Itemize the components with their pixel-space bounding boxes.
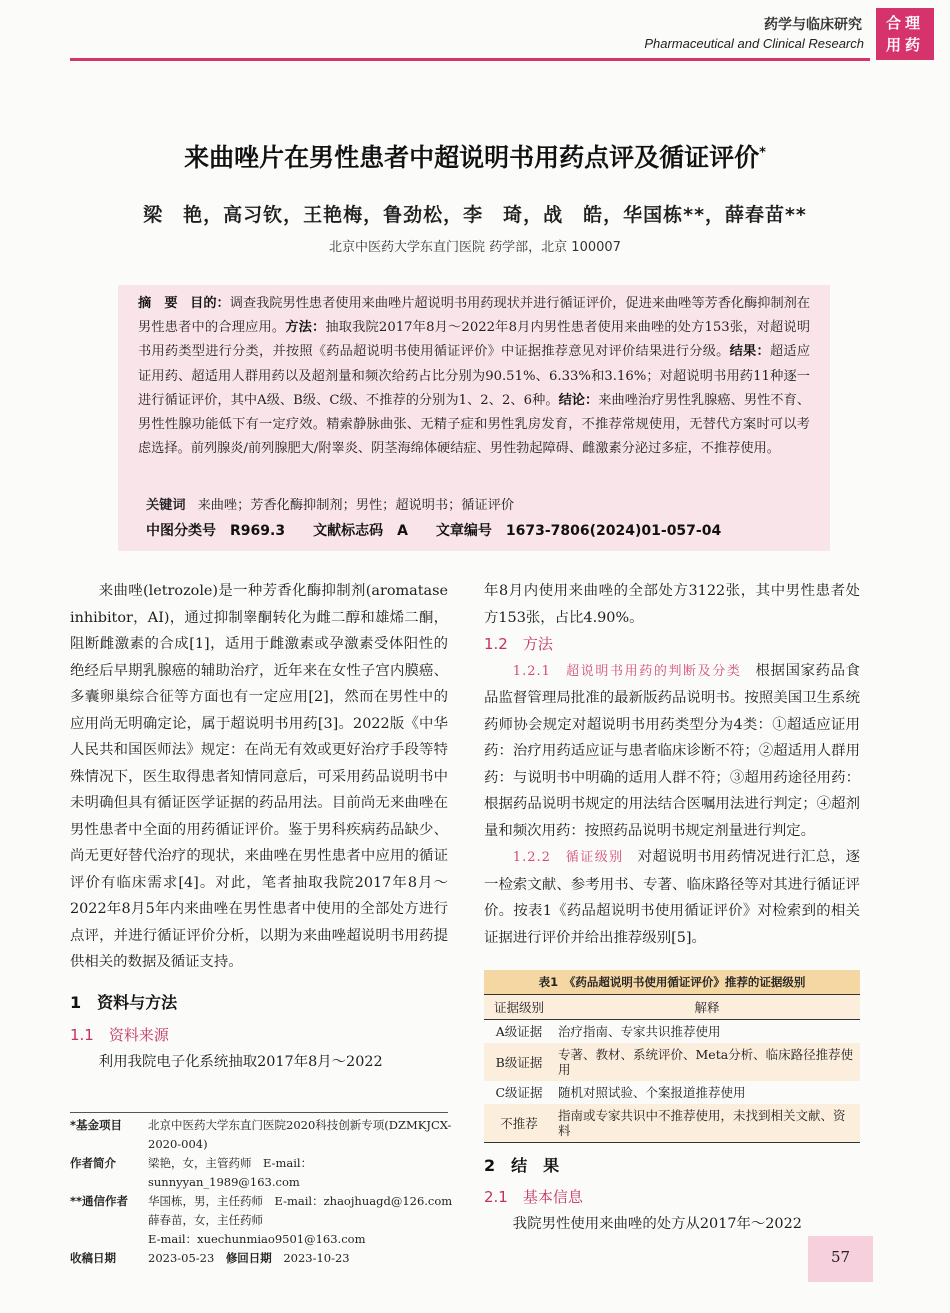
section-1-heading: 1 资料与方法 bbox=[70, 992, 178, 1012]
method-label: 方法： bbox=[285, 320, 326, 336]
table-row bbox=[484, 1104, 860, 1143]
table-header-level: 证据级别 bbox=[484, 995, 554, 1020]
author-list: 梁 艳，高习钦，王艳梅，鲁劲松，李 琦，战 皓，华国栋**，薛春苗** bbox=[143, 204, 807, 226]
section-2-1-text bbox=[484, 1212, 860, 1233]
table-row bbox=[484, 1020, 860, 1044]
footnotes bbox=[70, 1116, 460, 1268]
source-continued: 年8月内使用来曲唑的全部处方3122张，其中男性患者处方153张，占比4.90%。 bbox=[484, 583, 860, 626]
revised-label: 修回日期 bbox=[225, 1251, 272, 1265]
table-cell-desc: 治疗指南、专家共识推荐使用 bbox=[558, 1024, 721, 1039]
keywords-line bbox=[146, 494, 514, 513]
article-title-text: 来曲唑片在男性患者中超说明书用药点评及循证评价 bbox=[184, 143, 760, 172]
corresponding-email-2: E-mail：xuechunmiao9501@163.com bbox=[148, 1232, 366, 1246]
corresponding-label: **通信作者 bbox=[70, 1194, 129, 1208]
section-1-2-heading: 1.2 方法 bbox=[484, 635, 553, 653]
table-cell-level: A级证据 bbox=[495, 1024, 543, 1039]
method-text: 抽取我院2017年8月～2022年8月内男性患者使用来曲唑的处方153张，对超说明书用药类型进行分类，并按照《药品超说明书使用循证评价》中证据推荐意见对评价结果进行分级。 bbox=[138, 320, 811, 360]
section-1-2-2-heading: 1.2.2 循证级别 bbox=[512, 850, 624, 865]
result-label: 结果： bbox=[729, 344, 770, 360]
fund-label: *基金项目 bbox=[70, 1118, 123, 1132]
corresponding-text-2: 薛春苗，女，主任药师 bbox=[148, 1213, 263, 1227]
fund-text: 北京中医药大学东直门医院2020科技创新专项(DZMKJCX-2020-004) bbox=[148, 1118, 452, 1151]
abstract-label: 摘 要 bbox=[138, 296, 178, 311]
left-column bbox=[70, 578, 448, 1075]
corresponding-text-1: 华国栋，男，主任药师 E-mail：zhaojhuagd@126.com bbox=[148, 1194, 453, 1208]
evidence-level-table bbox=[484, 970, 860, 1143]
section-1-2-2-text: 对超说明书用药情况进行汇总，逐一检索文献、参考用书、专著、临床路径等对其进行循证评价。按表1《药品超说明书使用循证评价》对检索到的相关证据进行评价并给出推荐级别[5]。 bbox=[484, 849, 860, 946]
table-cell-level: 不推荐 bbox=[484, 1104, 554, 1143]
affiliation: 北京中医药大学东直门医院 药学部，北京 100007 bbox=[329, 240, 621, 255]
table-caption: 表1 《药品超说明书使用循证评价》推荐的证据级别 bbox=[484, 970, 860, 994]
right-column bbox=[484, 578, 860, 951]
footnote-rule bbox=[70, 1112, 448, 1113]
section-1-1-text: 利用我院电子化系统抽取2017年8月～2022 bbox=[98, 1053, 383, 1070]
article-title bbox=[0, 138, 950, 174]
table-cell-desc: 专著、教材、系统评价、Meta分析、临床路径推荐使用 bbox=[554, 1043, 860, 1081]
author-info-text: 梁艳，女，主管药师 E-mail：sunnyyan_1989@163.com bbox=[148, 1156, 313, 1189]
section-tag-line2: 用药 bbox=[885, 36, 924, 54]
section-1-1-heading: 1.1 资料来源 bbox=[70, 1026, 169, 1044]
table-cell-level: B级证据 bbox=[484, 1043, 554, 1081]
author-info-label: 作者简介 bbox=[70, 1156, 116, 1170]
table-cell-desc: 随机对照试验、个案报道推荐使用 bbox=[558, 1085, 746, 1100]
intro-paragraph: 来曲唑(letrozole)是一种芳香化酶抑制剂(aromatase inhibitor，AI)，通过抑制睾酮转化为雌二醇和雄烯二酮，阻断雌激素的合成[1]，适用于雌激素或孕激素受体阳性的绝经后早期乳腺癌的辅助治疗，近年来在女性子宫内膜癌、多囊卵巢综合征等方面也有一定应用[2]，然而在男性中的应用尚无明确定论，属于超说明书用药[3]。2022版《中华人民共和国医师法》规定：在尚无有效或更好治疗手段等特殊情况下，医生取得患者知情同意后，可采用药品说明书中未明确但具有循证医学证据的药品用法。目前尚无来曲唑在男性患者中全面的用药循证评价。鉴于男科疾病药品缺少、尚无更好替代治疗的现状，来曲唑在男性患者中应用的循证评价有临床需求[4]。对此，笔者抽取我院2017年8月～2022年8月5年内来曲唑在男性患者中使用的全部处方进行点评，并进行循证评价分析，以期为来曲唑超说明书用药提供相关的数据及循证支持。 bbox=[70, 583, 448, 970]
journal-name-en: Pharmaceutical and Clinical Research bbox=[644, 36, 864, 51]
header-rule bbox=[70, 58, 870, 61]
conclusion-text: 来曲唑治疗男性乳腺癌、男性不育、男性性腺功能低下有一定疗效。精索静脉曲张、无精子症和男性乳房发育，不推荐常规使用，无替代方案时可以考虑选择。前列腺炎/前列腺肥大/附睾炎、阴茎海绵体硬结症、男性勃起障碍、雌激素分泌过多症，不推荐使用。 bbox=[138, 392, 811, 457]
page-number: 57 bbox=[830, 1248, 851, 1266]
revised-date: 2023-10-23 bbox=[283, 1251, 350, 1265]
classification-line: 中图分类号 R969.3 文献标志码 A 文章编号 1673-7806(2024)01-057-04 bbox=[146, 523, 722, 539]
abstract-text bbox=[138, 292, 810, 461]
section-2-heading: 2 结 果 bbox=[484, 1156, 560, 1175]
table-header-desc: 解释 bbox=[554, 995, 860, 1020]
keywords-label: 关键词 bbox=[146, 498, 186, 513]
journal-name-cn: 药学与临床研究 bbox=[764, 17, 862, 33]
received-date: 2023-05-23 bbox=[148, 1251, 215, 1265]
objective-label: 目的： bbox=[190, 296, 230, 311]
table-cell-level: C级证据 bbox=[495, 1085, 543, 1100]
keywords-text: 来曲唑；芳香化酶抑制剂；男性；超说明书；循证评价 bbox=[197, 498, 515, 513]
section-2-1-text-body: 我院男性使用来曲唑的处方从2017年～2022 bbox=[512, 1216, 802, 1232]
table-row bbox=[484, 1043, 860, 1081]
received-label: 收稿日期 bbox=[70, 1251, 116, 1265]
section-1-2-1-text: 根据国家药品食品监督管理局批准的最新版药品说明书。按照美国卫生系统药师协会规定对超说明书用药类型分为4类：①超适应证用药：治疗用药适应证与患者临床诊断不符；②超适用人群用药：与说明书中明确的适用人群不符；③超用药途径用药：根据药品说明书规定的用法结合医嘱用法进行判定；④超剂量和频次用药：按照药品说明书规定剂量进行判定。 bbox=[484, 662, 860, 839]
table-header-row bbox=[484, 995, 860, 1020]
title-footnote-mark: * bbox=[759, 145, 766, 161]
table-cell-desc: 指南或专家共识中不推荐使用，未找到相关文献、资料 bbox=[554, 1104, 860, 1143]
section-tag-line1: 合理 bbox=[885, 14, 924, 32]
result-text: 超适应证用药、超适用人群用药以及超剂量和频次给药占比分别为90.51%、6.33%和3.16%；对超说明书用药11种逐一进行循证评价，其中A级、B级、C级、不推荐的分别为1、2、2、6种。 bbox=[138, 344, 811, 408]
section-tag bbox=[876, 8, 934, 60]
section-2-1-heading: 2.1 基本信息 bbox=[484, 1188, 583, 1206]
conclusion-label: 结论： bbox=[558, 392, 599, 408]
table-row bbox=[484, 1081, 860, 1104]
objective-text: 调查我院男性患者使用来曲唑片超说明书用药现状并进行循证评价，促进来曲唑等芳香化酶抑制剂在男性患者中的合理应用。 bbox=[138, 296, 811, 336]
section-1-2-1-heading: 1.2.1 超说明书用药的判断及分类 bbox=[512, 663, 742, 679]
